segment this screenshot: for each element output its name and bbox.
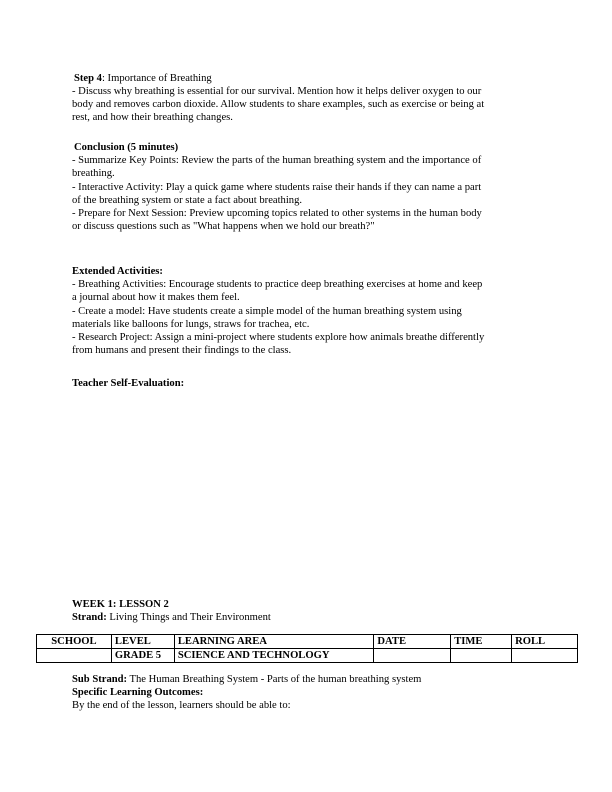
conclusion-line: of the breathing system or state a fact about breathing. — [72, 194, 303, 206]
extended-line: - Create a model: Have students create a simple model of the human breathing system using — [72, 305, 462, 317]
table-header-cell: LEVEL — [111, 635, 174, 649]
sub-strand-label: Sub Strand: — [72, 674, 128, 685]
step4-body — [72, 85, 544, 125]
conclusion-line: - Interactive Activity: Play a quick game where students raise their hands if they can name a part — [72, 181, 482, 193]
conclusion-line: breathing. — [72, 168, 115, 180]
extended-section — [72, 265, 544, 357]
step4-section — [74, 72, 546, 85]
step4-title-rest: : Importance of Breathing — [101, 73, 212, 84]
table-cell — [374, 649, 451, 663]
table-header-row — [37, 635, 578, 649]
conclusion-line: - Summarize Key Points: Review the parts of the human breathing system and the importance of — [72, 155, 482, 167]
step4-line: - Discuss why breathing is essential for our survival. Mention how it helps deliver oxygen to our — [72, 86, 482, 97]
step4-label: Step 4 — [74, 73, 102, 84]
sub-strand-section — [72, 673, 544, 713]
week-lesson-title: WEEK 1: LESSON 2 — [72, 599, 169, 610]
lesson-info-table — [36, 634, 578, 663]
table-cell: SCIENCE AND TECHNOLOGY — [174, 649, 374, 663]
sub-strand-line — [72, 673, 544, 686]
conclusion-heading: Conclusion (5 minutes) — [74, 142, 179, 153]
table-row — [37, 649, 578, 663]
outcomes-heading: Specific Learning Outcomes: — [72, 687, 204, 699]
table-cell: GRADE 5 — [111, 649, 174, 663]
table-cell — [512, 649, 578, 663]
conclusion-line: or discuss questions such as "What happens when we hold our breath?" — [72, 221, 375, 233]
table-header-cell: DATE — [374, 635, 451, 649]
step4-line: rest, and how their breathing changes. — [72, 112, 233, 124]
conclusion-line: - Prepare for Next Session: Preview upcoming topics related to other systems in the human body — [72, 208, 482, 220]
extended-line: a journal about how it makes them feel. — [72, 292, 240, 304]
table-header-cell: LEARNING AREA — [174, 635, 374, 649]
extended-line: from humans and present their findings to the class. — [72, 345, 292, 357]
extended-line: materials like balloons for lungs, straws for trachea, etc. — [72, 318, 310, 330]
extended-heading: Extended Activities: — [72, 266, 163, 277]
table-cell — [37, 649, 112, 663]
extended-line: - Research Project: Assign a mini-project where students explore how animals breathe differently — [72, 332, 485, 344]
table-cell — [451, 649, 512, 663]
conclusion-section — [72, 141, 544, 233]
sub-strand-value: The Human Breathing System - Parts of the human breathing system — [127, 674, 422, 685]
extended-line: - Breathing Activities: Encourage students to practice deep breathing exercises at home and keep — [72, 279, 483, 291]
table-header-cell: SCHOOL — [37, 635, 112, 649]
lesson-header — [72, 598, 544, 624]
strand-value: Living Things and Their Environment — [106, 612, 271, 624]
table-header-cell: ROLL — [512, 635, 578, 649]
table-header-cell: TIME — [451, 635, 512, 649]
strand-line — [72, 611, 544, 624]
self-evaluation-heading: Teacher Self-Evaluation: — [72, 378, 185, 389]
strand-label: Strand: — [72, 612, 107, 624]
step4-title — [74, 72, 546, 85]
outcomes-intro: By the end of the lesson, learners should be able to: — [72, 700, 291, 712]
step4-line: body and removes carbon dioxide. Allow students to share examples, such as exercise or being at — [72, 99, 485, 111]
